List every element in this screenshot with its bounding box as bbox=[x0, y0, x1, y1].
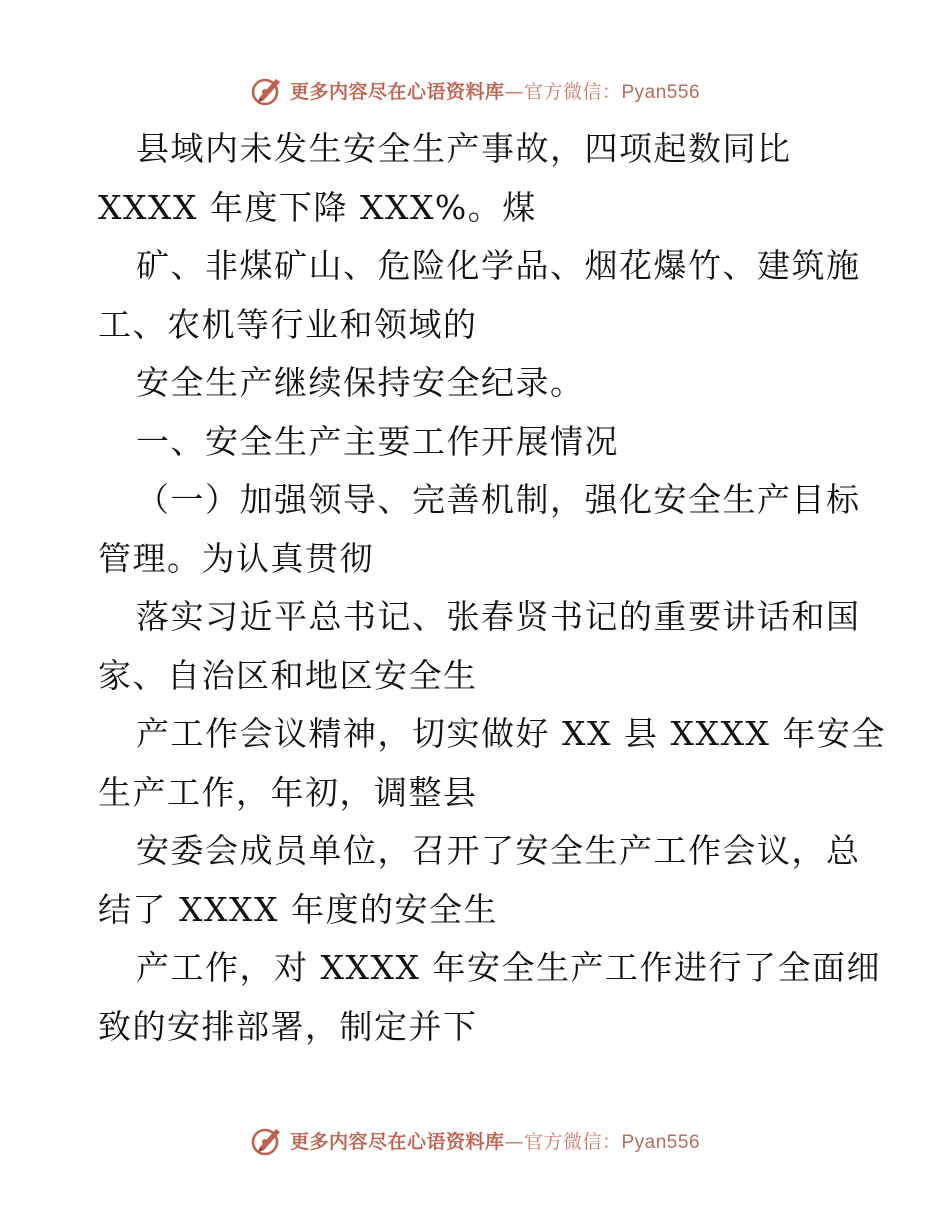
watermark-brand: 更多内容尽在心语资料库 bbox=[289, 80, 505, 103]
text-line: 生产工作，年初，调整县 bbox=[98, 772, 478, 812]
section-heading: 一、安全生产主要工作开展情况 bbox=[136, 421, 619, 461]
footer-watermark bbox=[0, 1120, 950, 1160]
pen-logo-icon bbox=[250, 73, 284, 107]
watermark-label: 官方微信： bbox=[523, 1130, 622, 1153]
document-body bbox=[98, 120, 886, 1056]
text-line: 管理。为认真贯彻 bbox=[98, 538, 374, 578]
text-line: 产工作，对 XXXX 年安全生产工作进行了全面细 bbox=[136, 948, 881, 987]
watermark-separator: — bbox=[504, 80, 524, 103]
text-line: XXXX 年度下降 XXX%。煤 bbox=[98, 187, 537, 227]
header-watermark bbox=[0, 70, 950, 110]
text-line: 结了 XXXX 年度的安全生 bbox=[98, 889, 498, 929]
watermark-brand: 更多内容尽在心语资料库 bbox=[289, 1130, 505, 1153]
text-line: 安委会成员单位，召开了安全生产工作会议，总 bbox=[136, 831, 861, 870]
watermark-separator: — bbox=[504, 1130, 524, 1153]
pen-logo-icon bbox=[250, 1123, 284, 1157]
watermark-wechat-id: Pyan556 bbox=[621, 81, 701, 103]
watermark-label: 官方微信： bbox=[523, 80, 622, 103]
watermark-wechat-id: Pyan556 bbox=[621, 1131, 701, 1153]
text-line: 工、农机等行业和领域的 bbox=[98, 304, 478, 344]
text-line: 落实习近平总书记、张春贤书记的重要讲话和国 bbox=[136, 597, 861, 636]
text-line: 县域内未发生安全生产事故，四项起数同比 bbox=[136, 129, 792, 168]
text-line: 家、自治区和地区安全生 bbox=[98, 655, 478, 695]
watermark-text bbox=[290, 1127, 700, 1154]
subsection-heading: （一）加强领导、完善机制，强化安全生产目标 bbox=[136, 480, 861, 519]
text-line: 致的安排部署，制定并下 bbox=[98, 1006, 478, 1046]
text-line: 矿、非煤矿山、危险化学品、烟花爆竹、建筑施 bbox=[136, 246, 861, 285]
watermark-text bbox=[290, 77, 700, 104]
text-line: 安全生产继续保持安全纪录。 bbox=[136, 363, 585, 402]
text-line: 产工作会议精神，切实做好 XX 县 XXXX 年安全 bbox=[136, 714, 886, 753]
